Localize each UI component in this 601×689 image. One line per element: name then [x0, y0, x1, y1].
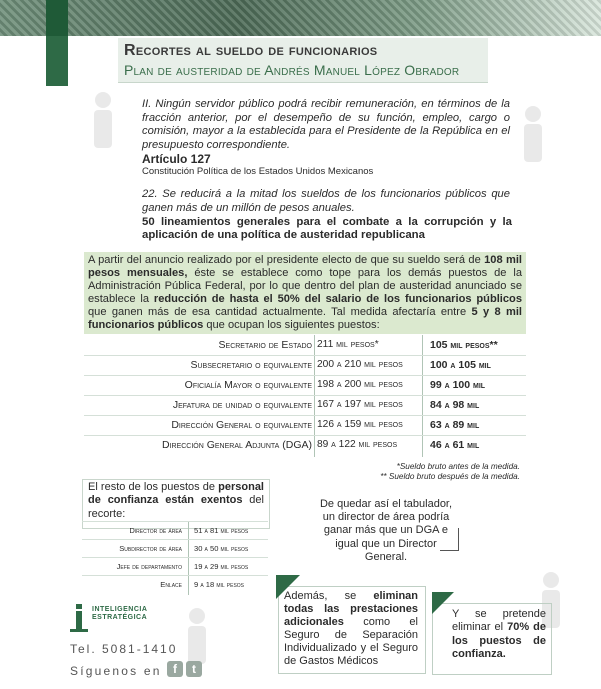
salary-cell: 30 a 50 mil pesos [194, 544, 249, 553]
current-salary-cell: 167 a 197 mil pesos [317, 399, 403, 410]
position-cell: Secretario de Estado [218, 339, 312, 351]
current-salary-cell: 126 a 159 mil pesos [317, 419, 403, 430]
position-cell: Oficialía Mayor o equivalente [184, 379, 312, 391]
new-salary-cell: 46 a 61 mil [430, 439, 480, 451]
exempt-text: El resto de los puestos de personal de confianza están exentos del recorte: [88, 481, 264, 520]
position-cell: Jefatura de unidad o equivalente [172, 399, 312, 411]
logo-icon [70, 604, 88, 632]
watermark-figure [88, 90, 118, 150]
guidelines-title: 50 lineamientos generales para el combate a la corrupción y la aplicación de una política de austeridad republicana [142, 216, 512, 242]
position-cell: Director de área [129, 526, 182, 535]
new-salary-cell: 100 a 105 mil [430, 359, 491, 371]
watermark-figure [182, 606, 212, 666]
watermark-figure [518, 104, 548, 164]
footnote-before: *Sueldo bruto antes de la medida. [396, 462, 520, 471]
position-cell: Subdirector de área [119, 544, 182, 553]
position-cell: Enlace [160, 580, 182, 589]
director-callout: De quedar así el tabulador, un director de área podría ganar más que un DGA e igual que un Director General. [319, 498, 453, 563]
constitution-quote: II. Ningún servidor público podrá recibir remuneración, en términos de la fracción anterior, por el desempeño de su función, empleo, cargo o comisión, mayor a la establecida para el Presidente de la República en el presupuesto correspondiente. [142, 98, 510, 151]
table-row [84, 435, 526, 455]
current-salary-cell: 211 mil pesos* [317, 339, 379, 350]
table-row [84, 415, 526, 435]
table-row [82, 575, 268, 594]
table-row [82, 557, 268, 576]
header-accent-block [46, 0, 68, 36]
new-salary-cell: 63 a 89 mil [430, 419, 480, 431]
table-row [84, 375, 526, 395]
new-salary-cell: 99 a 100 mil [430, 379, 486, 391]
table-row [82, 521, 268, 540]
current-salary-cell: 198 a 200 mil pesos [317, 379, 403, 390]
facebook-icon[interactable]: f [167, 661, 183, 677]
salary-cell: 19 a 29 mil pesos [194, 562, 249, 571]
follow-label: Síguenos en [70, 664, 162, 678]
position-cell: Dirección General o equivalente [171, 419, 312, 431]
table-row [82, 539, 268, 558]
trust-callout: Y se pretende eliminar el 70% de los puestos de confianza. [452, 608, 546, 660]
page-title: Recortes al sueldo de funcionarios [124, 42, 378, 59]
new-salary-cell: 84 a 98 mil [430, 399, 480, 411]
position-cell: Subsecretario o equivalente [190, 359, 312, 371]
footnote-after: ** Sueldo bruto después de la medida. [380, 472, 520, 481]
header-texture-band [0, 0, 601, 36]
current-salary-cell: 89 a 122 mil pesos [317, 439, 398, 450]
salary-cell: 51 a 81 mil pesos [194, 526, 249, 535]
constitution-source: Constitución Política de los Estados Unidos Mexicanos [142, 166, 374, 177]
current-salary-cell: 200 a 210 mil pesos [317, 359, 403, 370]
page-subtitle: Plan de austeridad de Andrés Manuel López Obrador [124, 62, 460, 78]
benefits-callout: Además, se eliminan todas las prestaciones adicionales como el Seguro de Separación Individualizado y el Seguro de Gastos Médicos [284, 590, 418, 667]
phone-number: Tel. 5081-1410 [70, 642, 178, 656]
summary-text: A partir del anuncio realizado por el presidente electo de que su sueldo será de 108 mil pesos mensuales, éste se establece como tope para los demás puestos de la Administración Pública Federal, por lo que dentro del plan de austeridad anunciado se establece la reducción de hasta el 50% del salario de los funcionarios públicos que ganen más de esa cantidad actualmente. Tal medida afectaría entre 5 y 8 mil funcionarios públicos que ocupan los siguientes puestos: [88, 254, 523, 331]
article-label: Artículo 127 [142, 152, 211, 166]
position-cell: Jefe de departamento [116, 562, 182, 571]
table-row [84, 335, 526, 355]
logo-text-line2: ESTRATÉGICA [92, 614, 148, 621]
callout-corner [440, 528, 459, 551]
guideline-quote: 22. Se reducirá a la mitad los sueldos de los funcionarios públicos que ganen más de un millón de pesos anuales. [142, 188, 510, 214]
header-accent-block-lower [46, 36, 68, 86]
salary-cell: 9 a 18 mil pesos [194, 580, 245, 589]
table-row [84, 395, 526, 415]
logo-text-line1: INTELIGENCIA [92, 606, 148, 613]
table-row [84, 355, 526, 375]
twitter-icon[interactable]: t [186, 661, 202, 677]
position-cell: Dirección General Adjunta (DGA) [162, 439, 312, 451]
new-salary-cell: 105 mil pesos** [430, 339, 498, 351]
